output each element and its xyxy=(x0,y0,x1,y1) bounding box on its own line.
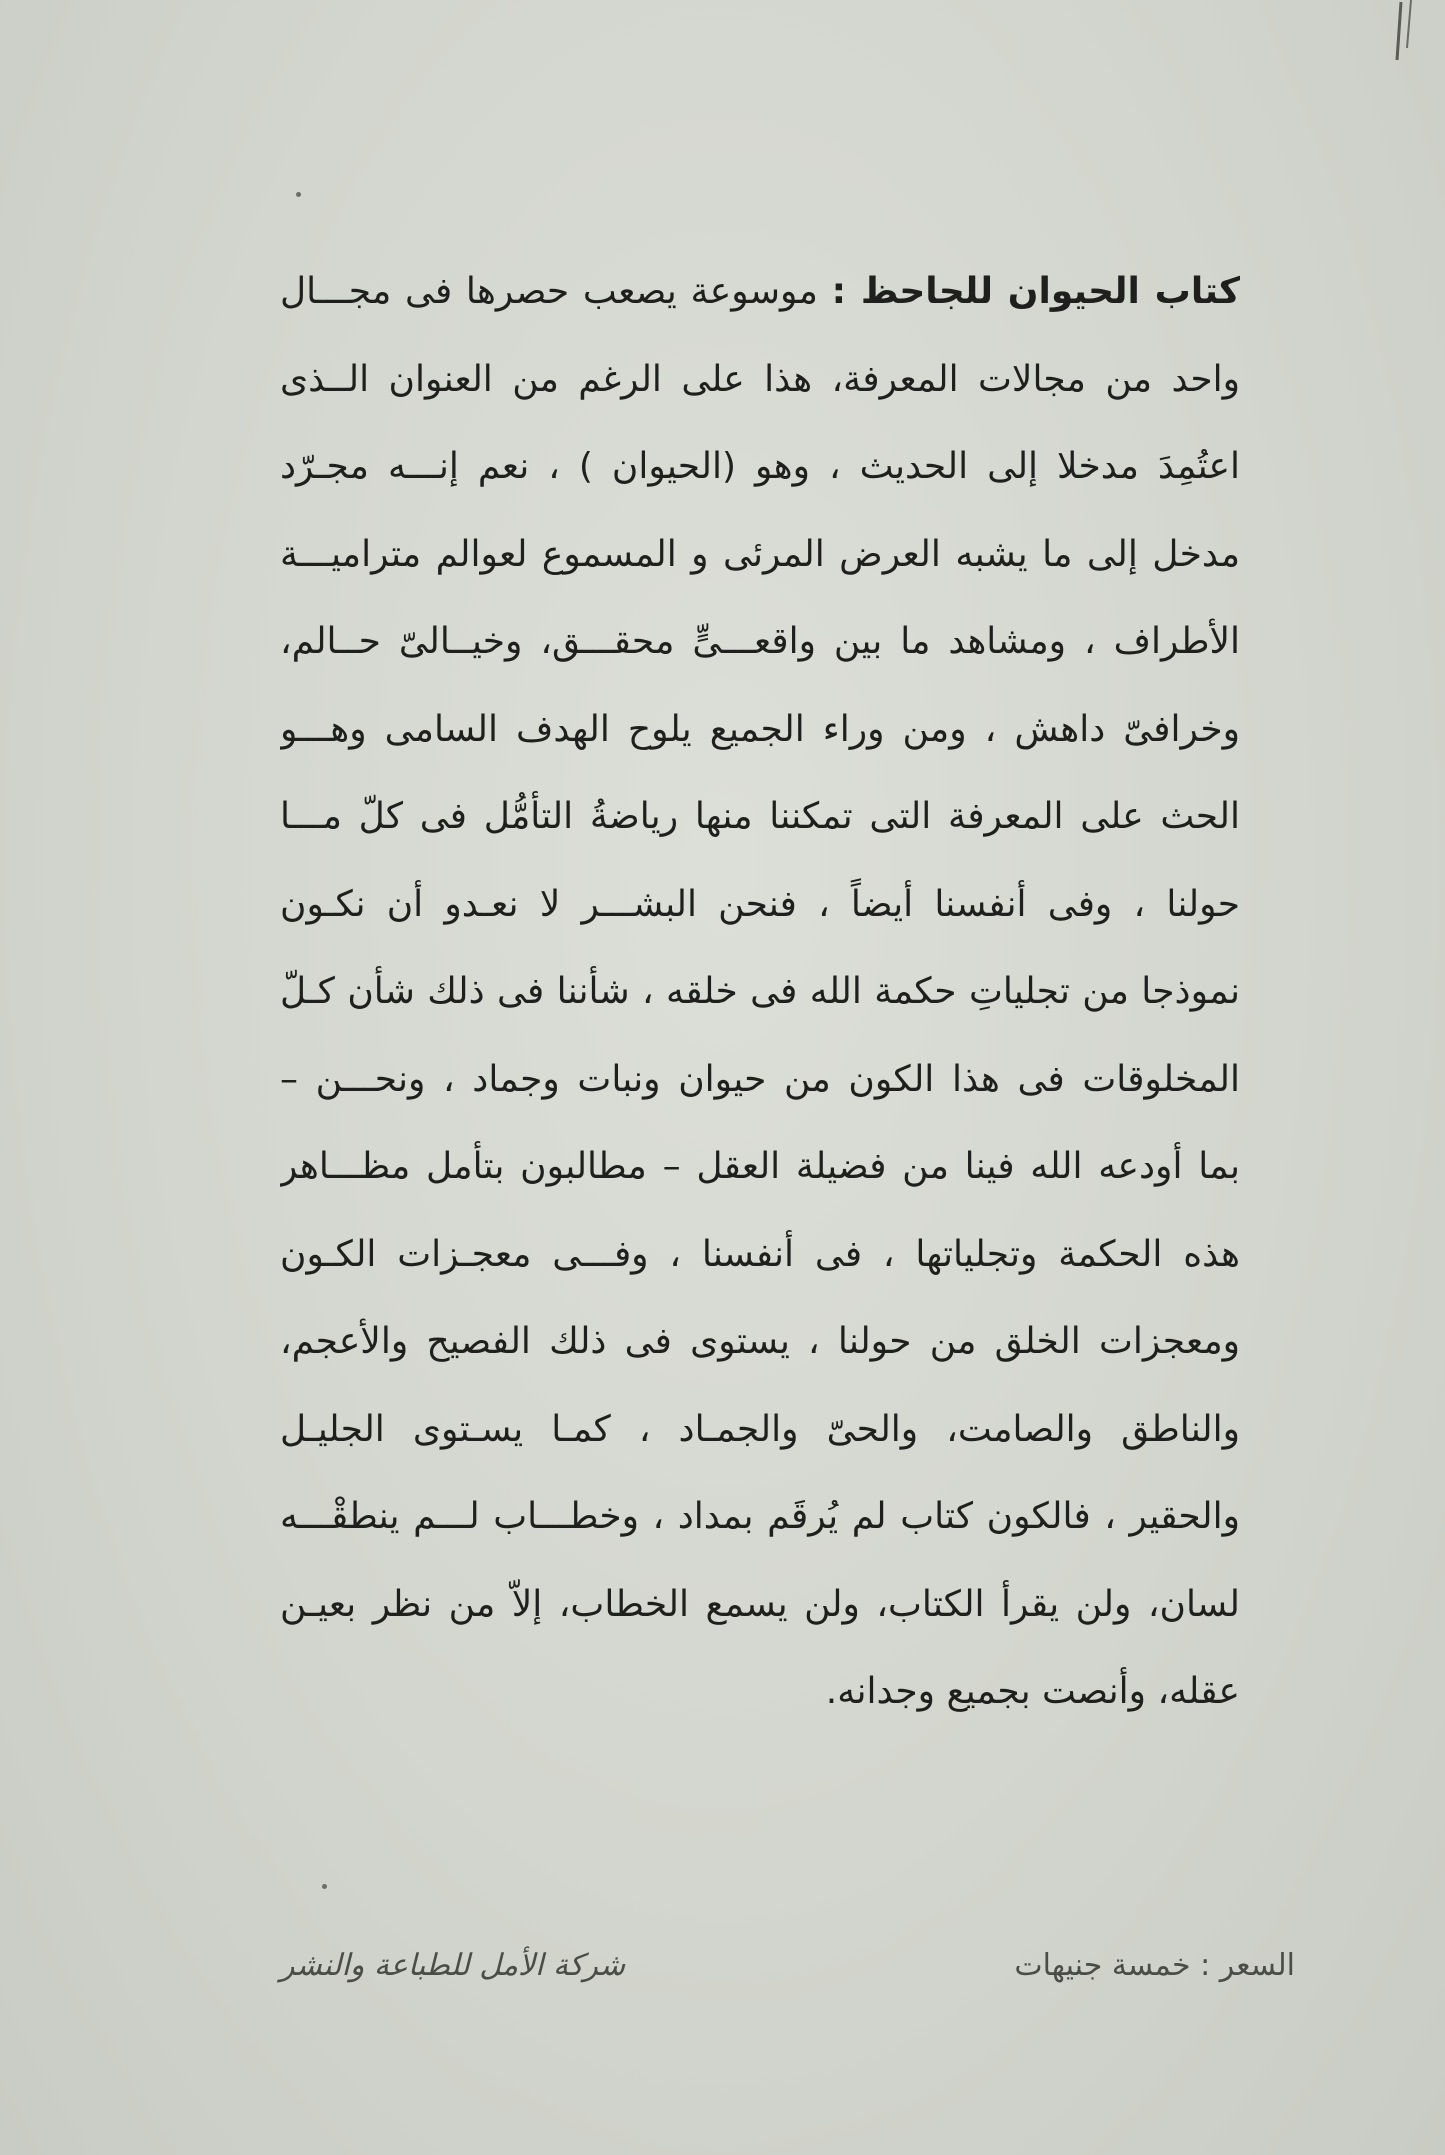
first-line-text: موسوعة يصعب حصرها فى مجـــال xyxy=(280,271,818,312)
text-line: الأطراف ، ومشاهد ما بين واقعـــىٍّ محقـــق، وخيــالىّ حــالم، xyxy=(280,621,1240,662)
text-line: الحث على المعرفة التى تمكننا منها رياضةُ التأمُّل فى كلّ مـــا xyxy=(280,796,1240,837)
publisher-name: شركة الأمل للطباعة والنشر xyxy=(280,1948,626,1983)
description-text xyxy=(280,248,1240,1736)
text-line: وخرافىّ داهش ، ومن وراء الجميع يلوح الهدف السامى وهـــو xyxy=(280,708,1240,750)
text-line: هذه الحكمة وتجلياتها ، فى أنفسنا ، وفـــى معجـزات الكـون xyxy=(280,1233,1240,1275)
speck-dot xyxy=(296,192,301,197)
text-line: حولنا ، وفى أنفسنا أيضاً ، فنحن البشـــر لا نعـدو أن نكـون xyxy=(280,883,1240,925)
speck-dot xyxy=(322,1884,327,1889)
text-line: والناطق والصامت، والحىّ والجمـاد ، كمـا يسـتوى الجليـل xyxy=(280,1408,1240,1450)
text-line xyxy=(280,248,1240,336)
book-title: كتاب الحيوان للجاحظ : xyxy=(831,271,1240,312)
price-label: السعر : خمسة جنيهات xyxy=(1014,1948,1295,1983)
text-line: مدخل إلى ما يشبه العرض المرئى و المسموع لعوالم متراميـــة xyxy=(280,533,1240,575)
text-line: بما أودعه الله فينا من فضيلة العقل – مطالبون بتأمل مظـــاهر xyxy=(280,1146,1240,1187)
text-line: نموذجا من تجلياتِ حكمة الله فى خلقه ، شأننا فى ذلك شأن كـلّ xyxy=(280,971,1240,1012)
text-line: ومعجزات الخلق من حولنا ، يستوى فى ذلك الفصيح والأعجم، xyxy=(280,1321,1240,1362)
text-line: اعتُمِدَ مدخلا إلى الحديث ، وهو (الحيوان ) ، نعم إنـــه مجـرّد xyxy=(280,446,1240,487)
text-line: والحقير ، فالكون كتاب لم يُرقَم بمداد ، وخطـــاب لـــم ينطقْـــه xyxy=(280,1496,1240,1537)
text-line: عقله، وأنصت بجميع وجدانه. xyxy=(825,1671,1240,1712)
text-line: المخلوقات فى هذا الكون من حيوان ونبات وجماد ، ونحـــن – xyxy=(280,1058,1240,1100)
edge-scratch-mark xyxy=(1387,0,1423,90)
text-line: لسان، ولن يقرأ الكتاب، ولن يسمع الخطاب، إلاّ من نظر بعيـن xyxy=(280,1583,1240,1625)
text-line: واحد من مجالات المعرفة، هذا على الرغم من العنوان الــذى xyxy=(280,358,1240,400)
